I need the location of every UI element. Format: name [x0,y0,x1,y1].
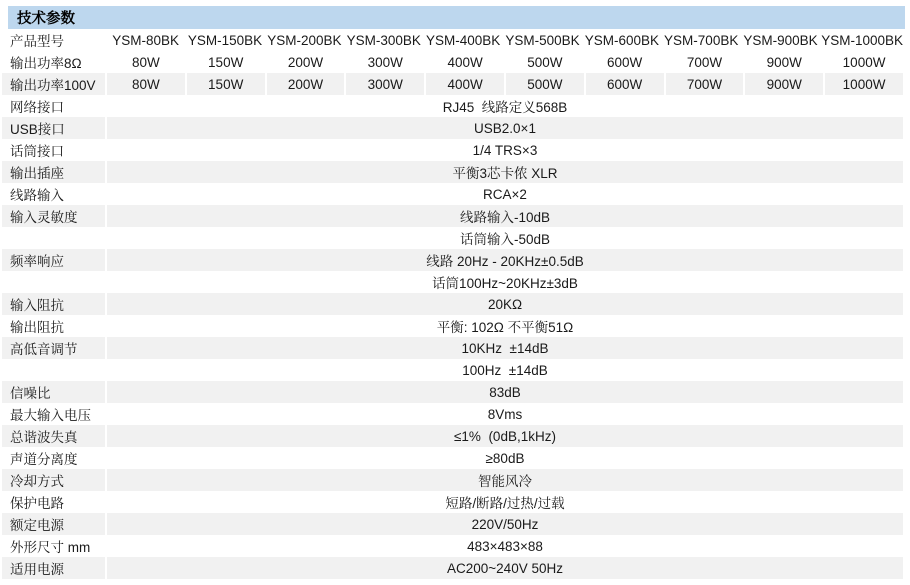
spec-value-merged: ≤1% (0dB,1kHz) [107,425,903,447]
spec-value-cell: YSM-80BK [112,32,180,48]
spec-label: 信噪比 [2,381,105,403]
spec-value-cell: 900W [766,54,802,70]
spec-value-cell: 150W [187,73,265,95]
spec-label: 总谐波失真 [2,425,105,447]
table-row [2,469,903,491]
spec-label: 产品型号 [10,34,64,49]
spec-value-cell: 200W [287,54,324,70]
spec-table [2,29,903,579]
spec-label: 外形尺寸 mm [10,540,91,555]
spec-value-cell: YSM-300BK [346,32,421,48]
spec-value-cell: YSM-200BK [267,32,342,48]
table-row [2,249,903,271]
spec-value-cell: YSM-400BK [425,32,501,48]
spec-value-cell: 900W [745,73,823,95]
spec-value-merged: 8Vms [487,406,523,422]
spec-label: 输出插座 [2,161,105,183]
spec-value-cell: 500W [506,73,584,95]
spec-value-cell: 400W [447,54,483,70]
table-row [2,535,903,557]
table-row [2,29,903,51]
table-row [2,557,903,579]
table-row [2,161,903,183]
spec-value-merged: 100Hz ±14dB [462,362,548,378]
section-title: 技术参数 [8,6,905,29]
spec-label: 网络接口 [10,100,64,115]
spec-label: USB接口 [2,117,105,139]
spec-value-merged: 平衡3芯卡侬 XLR [107,161,903,183]
spec-value-merged: 话筒输入-50dB [459,232,551,247]
spec-value-merged: AC200~240V 50Hz [107,557,903,579]
table-row [2,447,903,469]
spec-label: 适用电源 [2,557,105,579]
spec-value-cell: 300W [346,73,424,95]
spec-value-merged: 线路输入-10dB [107,205,903,227]
spec-value-cell: YSM-900BK [743,32,818,48]
spec-value-merged: 10KHz ±14dB [107,337,903,359]
spec-label: 保护电路 [10,496,64,511]
spec-label: 输入阻抗 [2,293,105,315]
spec-value-cell: YSM-600BK [584,32,659,48]
table-row [2,205,903,227]
spec-label [2,227,105,249]
spec-value-cell: 80W [107,73,185,95]
table-row [2,139,903,161]
spec-value-merged: 短路/断路/过热/过载 [445,496,565,511]
table-row [2,183,903,205]
spec-value-merged: 83dB [107,381,903,403]
spec-label: 声道分离度 [10,452,78,467]
spec-value-merged: 220V/50Hz [107,513,903,535]
spec-label: 频率响应 [2,249,105,271]
table-row [2,491,903,513]
spec-value-merged: RJ45 线路定义568B [442,100,568,115]
spec-value-merged: 智能风冷 [107,469,903,491]
spec-label [2,359,105,381]
spec-value-cell: YSM-500BK [505,32,580,48]
spec-value-cell: YSM-1000BK [821,32,904,48]
spec-label: 线路输入 [10,188,64,203]
spec-value-cell: 400W [426,73,504,95]
spec-label: 输入灵敏度 [2,205,105,227]
spec-value-cell: YSM-700BK [664,32,739,48]
spec-value-cell: 200W [267,73,345,95]
spec-value-merged: 平衡: 102Ω 不平衡51Ω [436,320,574,335]
spec-value-cell: 80W [132,54,160,70]
table-row [2,337,903,359]
spec-label: 输出功率100V [2,73,105,95]
spec-label: 话筒接口 [10,144,64,159]
table-row [2,381,903,403]
spec-label: 输出功率8Ω [10,56,82,71]
table-row [2,403,903,425]
spec-value-cell: 1000W [842,54,886,70]
table-row [2,513,903,535]
spec-value-cell: 150W [208,54,244,70]
table-row [2,425,903,447]
spec-value-merged: ≥80dB [485,450,525,466]
table-row [2,117,903,139]
table-row [2,315,903,337]
spec-value-merged: RCA×2 [483,186,527,202]
spec-value-cell: 500W [527,54,563,70]
spec-label: 冷却方式 [2,469,105,491]
spec-value-cell: 700W [666,73,744,95]
table-row [2,95,903,117]
spec-value-cell: 600W [586,73,664,95]
spec-value-merged: 483×483×88 [467,538,543,554]
spec-value-cell: YSM-150BK [187,32,263,48]
spec-value-merged: 线路 20Hz - 20KHz±0.5dB [107,249,903,271]
spec-value-cell: 700W [686,54,723,70]
spec-value-cell: 600W [607,54,643,70]
table-row [2,293,903,315]
spec-label: 额定电源 [2,513,105,535]
table-row [2,271,903,293]
spec-label: 输出阻抗 [10,320,64,335]
spec-value-cell: 300W [367,54,403,70]
table-row [2,73,903,95]
spec-label [2,271,105,293]
spec-label: 高低音调节 [2,337,105,359]
spec-value-merged: USB2.0×1 [107,117,903,139]
spec-label: 最大输入电压 [10,408,91,423]
spec-value-merged: 1/4 TRS×3 [472,142,538,158]
table-row [2,227,903,249]
spec-value-merged: 20KΩ [107,293,903,315]
table-row [2,51,903,73]
spec-value-merged: 话筒100Hz~20KHz±3dB [432,276,578,291]
table-row [2,359,903,381]
spec-value-cell: 1000W [825,73,903,95]
